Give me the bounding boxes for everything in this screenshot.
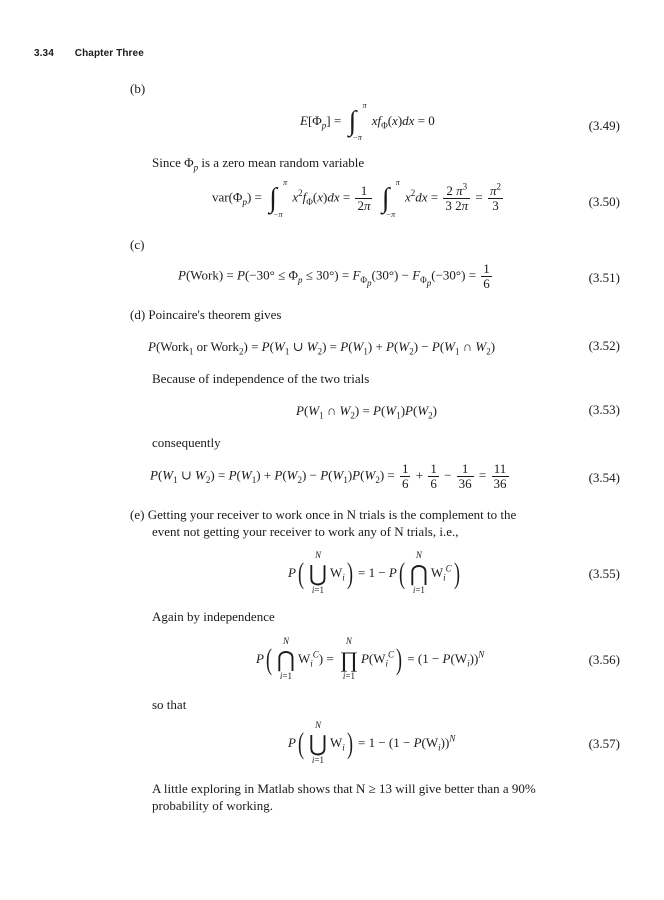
equation-3-54: $P(W_1$ ∪ $W_2) = P(W_1) + P(W_2) - P(W_1)P(W_2)$ = $\frac{1}{6}$ + $\frac{1}{6}$ − $\frac{1}{36}$ = $\frac{11}{36}$	[150, 461, 507, 491]
eq-number-3-55: (3.55)	[588, 566, 620, 581]
part-b-label: (b)	[130, 81, 146, 96]
equation-3-52: P(Work$_1$ or Work$_2$) = $P(W_1$ ∪ $W_2) = P(W_1) + P(W_2) - P(W_1$ ∩ $W_2$)	[148, 339, 496, 357]
equation-3-53: $P(W_1$ ∩ $W_2) = P(W_1)P(W_2)$	[296, 403, 438, 421]
eq-number-3-57: (3.57)	[588, 736, 620, 751]
equation-3-51: P(Work) = $P(-30^\circ \le \Phi_p \le 30^\circ) = F_{\Phi_p}(30^\circ) - F_{\Phi_p}(-30^\circ)$ = $\frac{1}{6}$	[178, 261, 490, 291]
part-e-line-2: event not getting your receiver to work any of N trials, i.e.,	[152, 524, 459, 539]
since-text: Since $\Phi_p$ is a zero mean random variable	[152, 155, 365, 173]
again-text: Again by independence	[152, 609, 275, 624]
eq-number-3-50: (3.50)	[588, 194, 620, 209]
part-e-line-1: Getting your receiver to work once in N trials is the complement to the	[147, 507, 517, 522]
part-e-label: (e)	[130, 507, 145, 522]
part-d-label: (d)	[130, 307, 146, 322]
poincaire-text: Poincaire's theorem gives	[148, 307, 282, 322]
equation-3-50: $var(\Phi_p)$ = ∫ π −π $x^2f_\Phi(x)dx$ = $\frac{1}{2\pi}$ ∫ π −π $x^2dx$ = $\frac{2 \pi^3}{3 2\pi}$ = $\frac{\pi^2}{3}$	[212, 177, 501, 219]
eq-number-3-53: (3.53)	[588, 402, 620, 417]
part-e-paragraph	[130, 506, 618, 523]
chapter-title: Chapter Three	[74, 48, 144, 59]
consequently-text: consequently	[152, 435, 221, 450]
part-d-intro	[130, 306, 281, 323]
eq-number-3-56: (3.56)	[588, 652, 620, 667]
eq-number-3-51: (3.51)	[588, 270, 620, 285]
eq-number-3-52: (3.52)	[588, 338, 620, 353]
part-c-label: (c)	[130, 237, 145, 252]
closing-line-1: A little exploring in Matlab shows that N ≥ 13 will give better than a 90%	[152, 781, 536, 796]
equation-3-57: P( ⋃ N i=1 $W_i) = 1 - (1 - P(W_i))^N$	[288, 720, 456, 765]
closing-line-2: probability of working.	[152, 798, 273, 813]
eq-number-3-49: (3.49)	[588, 118, 620, 133]
running-header	[34, 48, 144, 59]
page-number: 3.34	[34, 48, 54, 59]
equation-3-55: P( ⋃ N i=1 $W_i) = 1 - P$( ⋂ N i=1 $W_i^C$)	[288, 550, 460, 595]
equation-3-49: $E[\Phi_p]$ = ∫ π −π $xf_\Phi(x)dx = 0$	[300, 101, 435, 142]
so-that-text: so that	[152, 697, 187, 712]
independence-text: Because of independence of the two trials	[152, 371, 370, 386]
eq-number-3-54: (3.54)	[588, 470, 620, 485]
equation-3-56: P( ⋂ N i=1 $W_i^C$) = ∏ N i=1 $P(W_i^C) = (1 - P(W_i))^N$	[256, 636, 485, 681]
